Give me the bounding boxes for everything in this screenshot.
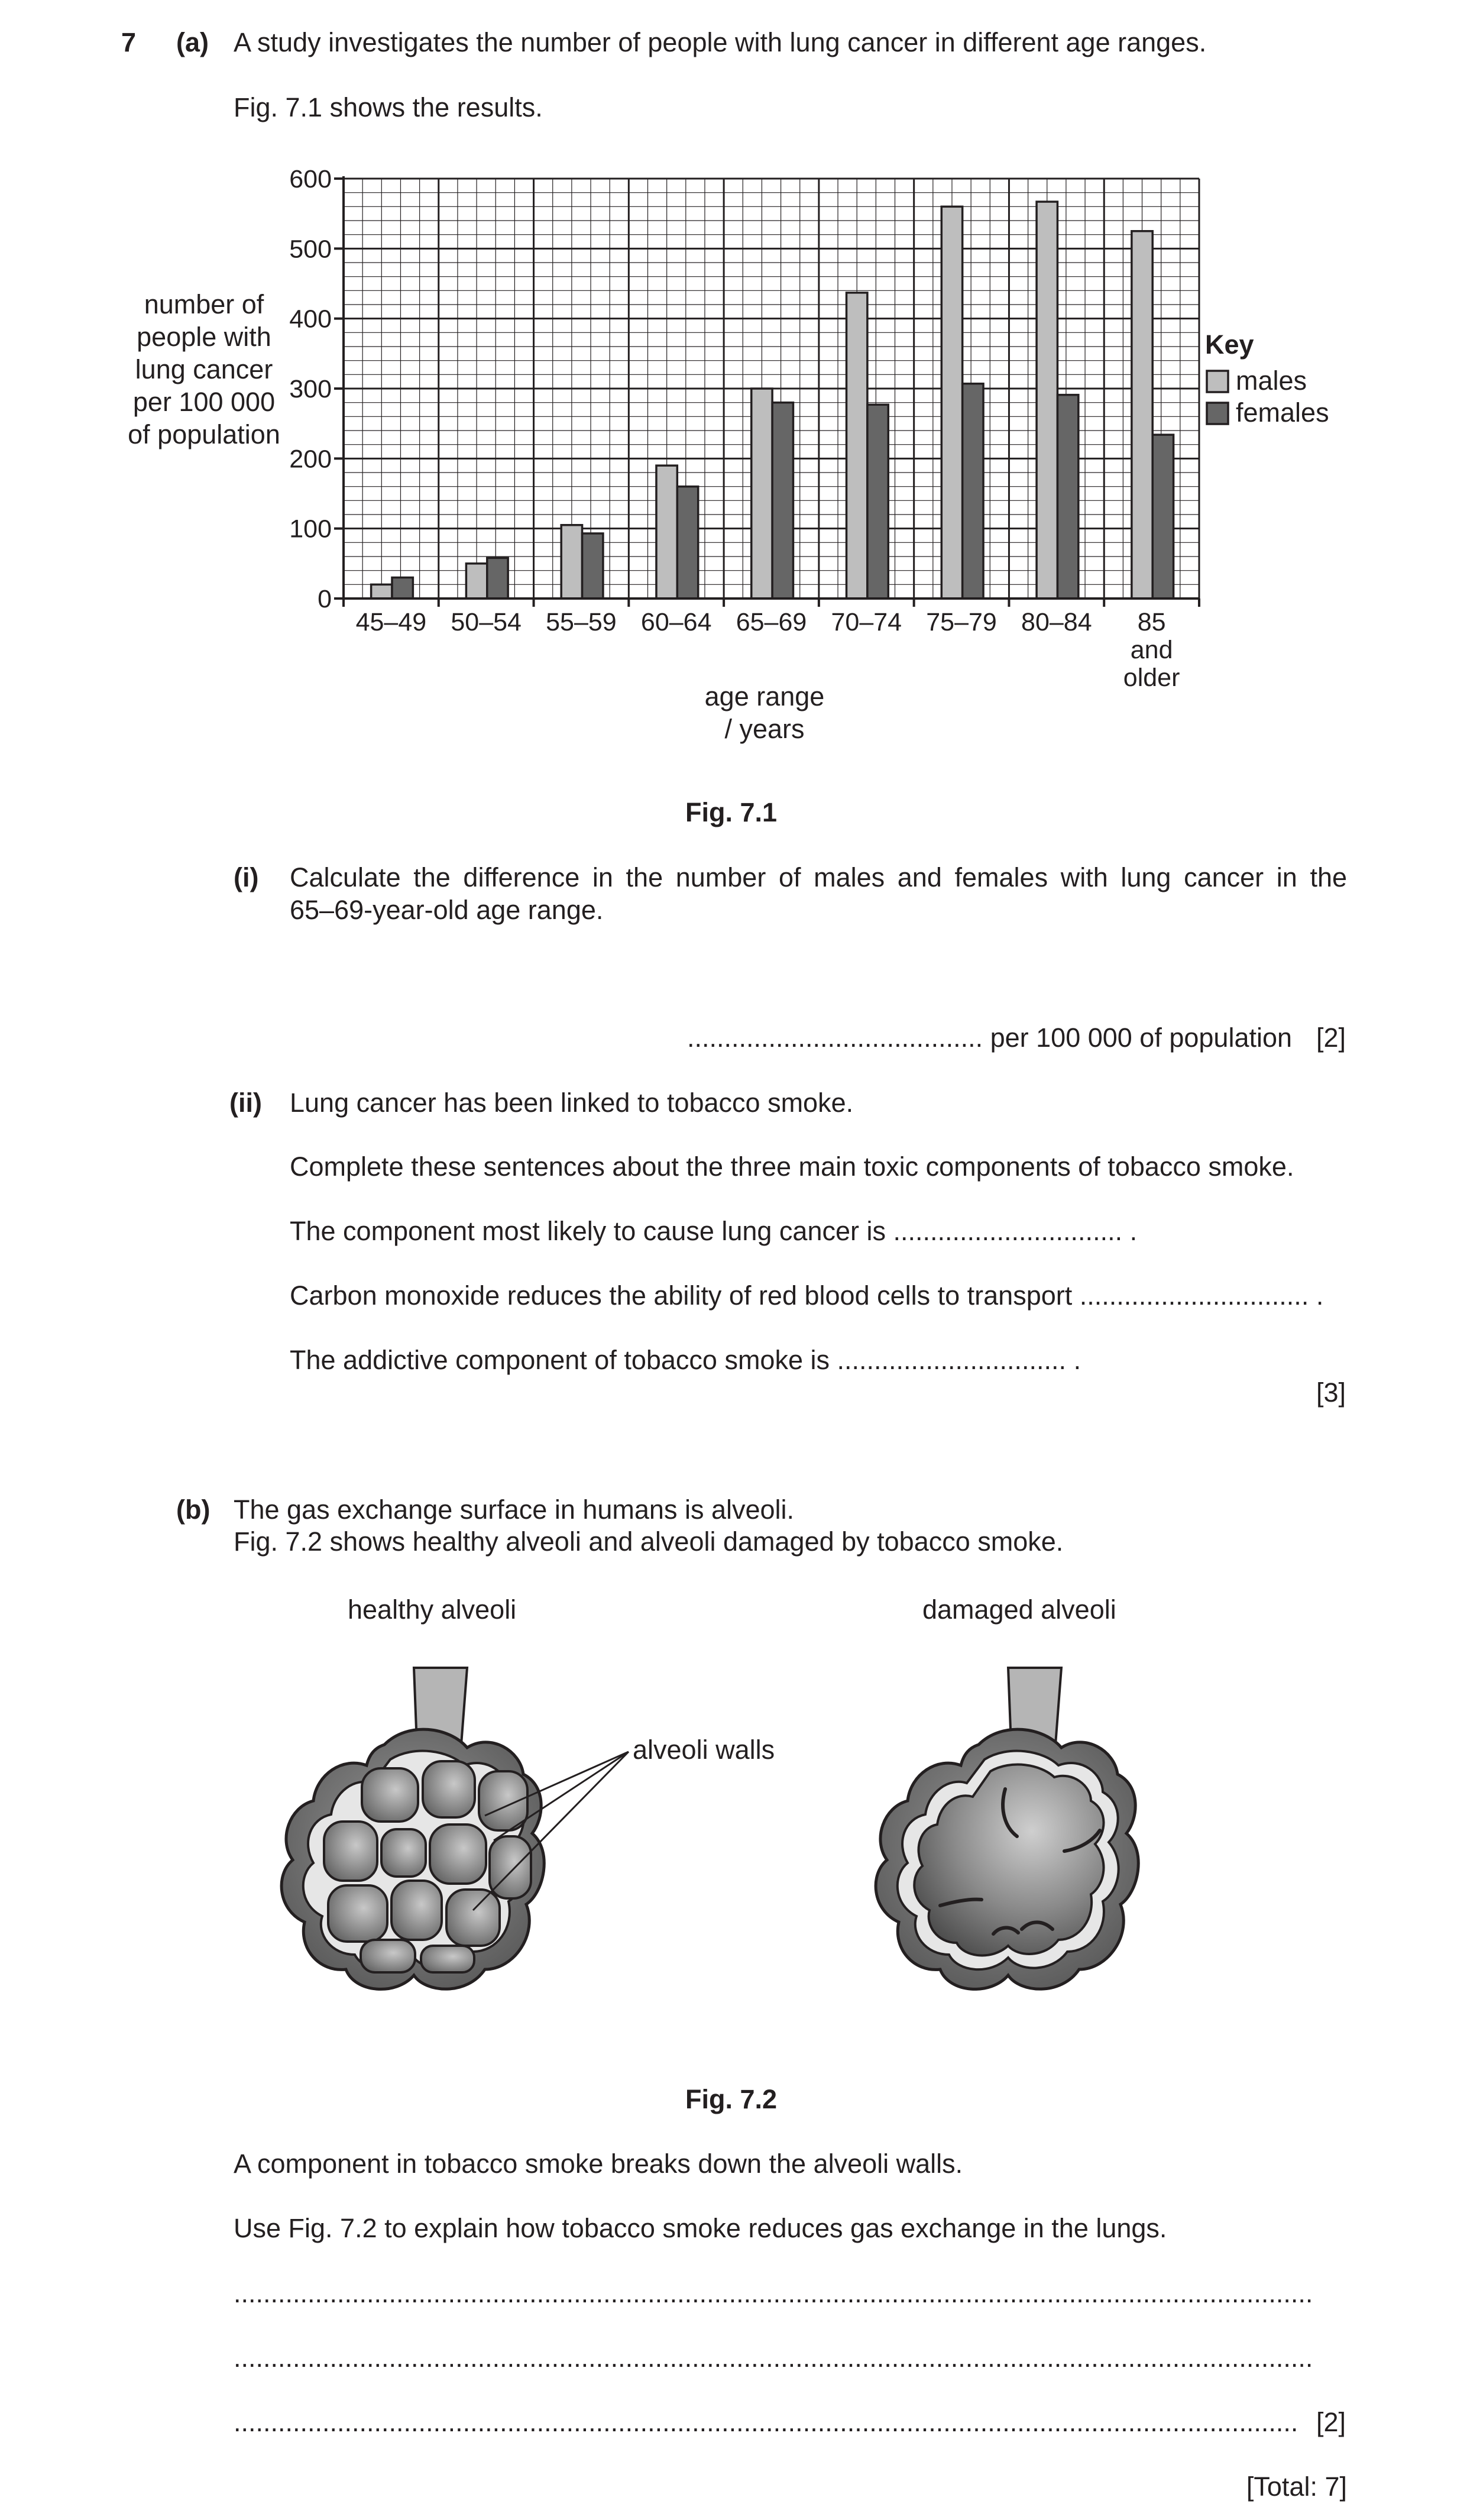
alveoli-diagram (0, 1644, 1467, 2011)
part-a-ii-sentence-4[interactable]: Carbon monoxide reduces the ability of red blood cells to transport ............................... . (290, 1280, 1324, 1311)
bar-males-7 (1037, 202, 1057, 599)
damaged-alveoli-drawing (876, 1668, 1138, 1989)
legend-title: Key (1205, 329, 1254, 360)
part-b-marks: [2] (1316, 2407, 1346, 2437)
part-a-intro: A study investigates the number of people with lung cancer in different age ranges. (234, 27, 1207, 57)
question-number: 7 (121, 27, 137, 57)
bar-females-0 (392, 578, 413, 599)
bar-males-0 (371, 584, 392, 599)
part-b-sentence-1: A component in tobacco smoke breaks down the alveoli walls. (234, 2149, 963, 2179)
lung-cancer-bar-chart (0, 0, 1467, 769)
chart-bars (371, 202, 1174, 599)
legend-label-males: males (1236, 365, 1307, 396)
legend-label-females: females (1236, 397, 1329, 428)
part-b-sentence-2: Use Fig. 7.2 to explain how tobacco smoke reduces gas exchange in the lungs. (234, 2213, 1167, 2243)
chart-legend (1205, 329, 1329, 428)
alveoli-walls-label: alveoli walls (633, 1735, 775, 1765)
part-a-ii-sentence-5[interactable]: The addictive component of tobacco smoke is ............................... . (290, 1345, 1081, 1375)
part-a-i-line1: Calculate the difference in the number of males and females with lung cancer in the (290, 862, 1347, 892)
x-tick-label: older (1123, 664, 1180, 692)
total-marks: [Total: 7] (1246, 2472, 1347, 2502)
x-tick-label: 75–79 (926, 608, 997, 636)
legend-swatch-females (1207, 403, 1228, 424)
x-tick-label: 85 (1137, 608, 1166, 636)
part-a-ii-sentence-2: Complete these sentences about the three main toxic components of tobacco smoke. (290, 1151, 1294, 1182)
part-b-line-1: The gas exchange surface in humans is alveoli. (234, 1494, 795, 1525)
bar-males-5 (847, 293, 867, 599)
x-tick-label: 55–59 (546, 608, 617, 636)
bar-females-6 (963, 384, 983, 599)
legend-swatch-males (1207, 371, 1228, 392)
part-a-ii-label: (ii) (229, 1088, 262, 1118)
x-axis-label: / years (724, 714, 805, 744)
part-b-answer-line-3[interactable]: ................................................................................................................................................ (234, 2407, 1298, 2437)
healthy-alveoli-drawing (281, 1668, 629, 1989)
part-a-ii-sentence-1: Lung cancer has been linked to tobacco smoke. (290, 1088, 854, 1118)
part-a-ii-marks: [3] (1316, 1377, 1346, 1408)
bar-males-6 (941, 206, 962, 599)
bar-males-1 (466, 564, 487, 599)
y-tick-label: 400 (289, 305, 332, 334)
part-b-answer-line-2[interactable]: .................................................................................................................................................. (234, 2343, 1313, 2373)
bar-males-4 (752, 389, 772, 599)
y-axis-label: lung cancer (135, 354, 273, 384)
y-tick-label: 200 (289, 445, 332, 474)
damaged-alveoli-label: damaged alveoli (922, 1594, 1116, 1625)
chart-text (128, 165, 1180, 744)
bar-females-7 (1057, 395, 1078, 599)
bar-males-3 (656, 465, 677, 599)
y-tick-label: 500 (289, 235, 332, 264)
part-a-label: (a) (176, 27, 209, 57)
y-axis-label: people with (137, 322, 271, 352)
healthy-alveoli-label: healthy alveoli (348, 1594, 517, 1625)
y-tick-label: 0 (318, 585, 332, 613)
y-axis-label: of population (128, 419, 280, 449)
y-axis-label: per 100 000 (132, 387, 276, 417)
x-tick-label: 80–84 (1021, 608, 1092, 636)
part-b-answer-line-1[interactable]: .................................................................................................................................................. (234, 2278, 1313, 2308)
x-tick-label: and (1130, 636, 1173, 664)
bar-females-4 (772, 403, 793, 599)
fig-7-1-caption: Fig. 7.1 (685, 797, 778, 827)
part-a-ii-sentence-3[interactable]: The component most likely to cause lung cancer is ............................... . (290, 1216, 1138, 1246)
y-tick-label: 100 (289, 515, 332, 544)
x-tick-label: 50–54 (451, 608, 522, 636)
bar-females-3 (677, 487, 698, 599)
part-b-line-2: Fig. 7.2 shows healthy alveoli and alveoli damaged by tobacco smoke. (234, 1526, 1064, 1557)
x-axis-label: age range (704, 681, 825, 711)
x-tick-label: 70–74 (831, 608, 902, 636)
fig-7-2-caption: Fig. 7.2 (685, 2084, 778, 2114)
part-a-i-label: (i) (234, 862, 259, 892)
x-tick-label: 45–49 (355, 608, 427, 636)
part-a-i-line2: 65–69-year-old age range. (290, 895, 604, 925)
x-tick-label: 60–64 (640, 608, 712, 636)
y-axis-label: number of (144, 289, 264, 319)
fig-7-1-reference: Fig. 7.1 shows the results. (234, 92, 543, 122)
bar-females-5 (867, 405, 888, 599)
bar-males-8 (1132, 231, 1152, 599)
bar-males-2 (561, 525, 582, 599)
part-a-i-answer-line[interactable]: ........................................ per 100 000 of population (687, 1023, 1293, 1053)
part-a-i-marks: [2] (1316, 1023, 1346, 1053)
y-tick-label: 300 (289, 375, 332, 403)
x-tick-label: 65–69 (736, 608, 807, 636)
part-b-label: (b) (176, 1494, 211, 1525)
y-tick-label: 600 (289, 165, 332, 193)
bar-females-1 (487, 558, 508, 599)
bar-females-2 (582, 533, 603, 599)
bar-females-8 (1152, 435, 1173, 599)
